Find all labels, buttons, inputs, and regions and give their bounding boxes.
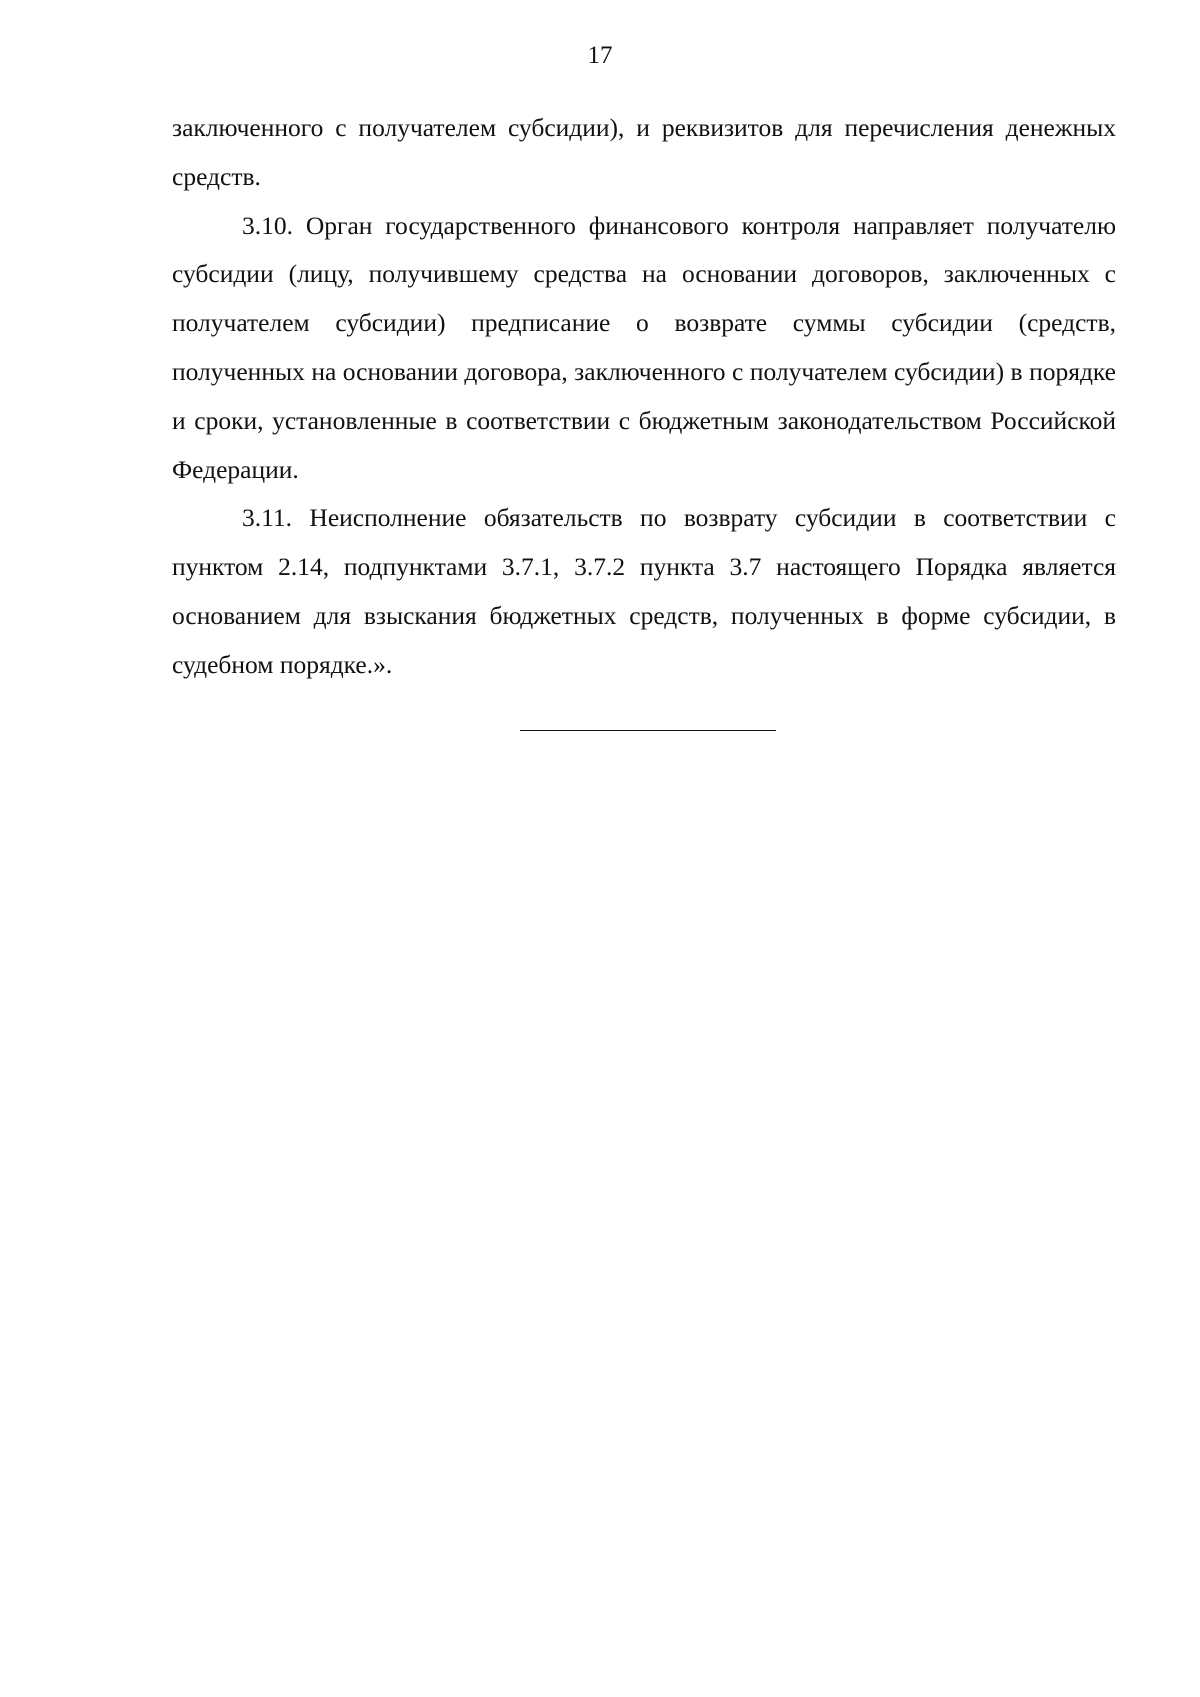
closing-divider-line	[520, 730, 776, 731]
document-body	[172, 104, 1116, 690]
paragraph-3-10: 3.10. Орган государственного финансового контроля направляет получателю субсидии (лицу, получившему средства на основании договоров, заключенных с получателем субсидии) предписание о возврате суммы субсидии (средств, полученных на основании договора, заключенного с получателем субсидии) в порядке и сроки, установленные в соответствии с бюджетным законодательством Российской Федерации.	[172, 210, 1116, 484]
page-number: 17	[587, 42, 613, 69]
paragraph-3-11: 3.11. Неисполнение обязательств по возврату субсидии в соответствии с пунктом 2.14, подпунктами 3.7.1, 3.7.2 пункта 3.7 настоящего Порядка является основанием для взыскания бюджетных средств, полученных в форме субсидии, в судебном порядке.».	[172, 503, 1116, 679]
paragraph-continuation: заключенного с получателем субсидии), и реквизитов для перечисления денежных средств.	[172, 113, 1116, 191]
